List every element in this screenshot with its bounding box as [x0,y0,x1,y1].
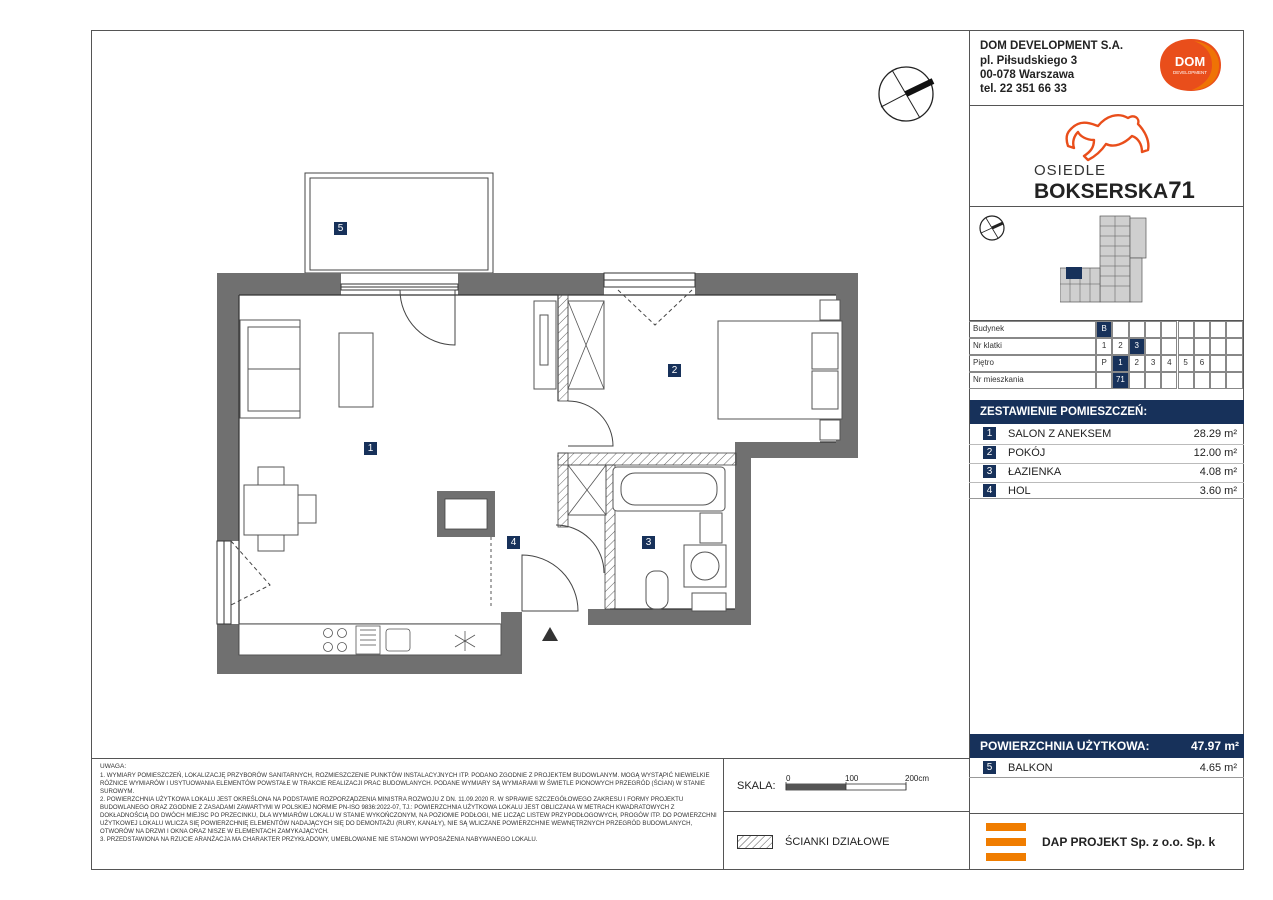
info-cell: 1 [1096,338,1112,355]
project-name-word: BOKSERSKA [1034,180,1169,203]
project-name-main [1034,177,1195,205]
balcony-area: 4.65 m² [1199,762,1237,774]
room-row-line [969,482,1244,483]
notes-title: UWAGA: [100,763,127,770]
company-phone: tel. 22 351 66 33 [980,83,1067,95]
info-cell [1194,321,1210,338]
info-cell [1145,338,1161,355]
key-plan-building-icon [1060,212,1172,304]
info-cell [1226,355,1242,372]
room-number: 4 [983,484,996,497]
room-area: 28.29 m² [1193,428,1237,440]
scale-divider [723,811,969,812]
info-cell: 2 [1129,355,1145,372]
info-cell [1145,372,1161,389]
info-cell: 5 [1178,355,1194,372]
scale-tick-200: 200cm [905,774,930,783]
info-cell [1129,321,1145,338]
room-area: 4.08 m² [1199,466,1237,478]
dom-development-logo [1158,37,1223,93]
partition-wall-label: ŚCIANKI DZIAŁOWE [785,836,890,848]
total-area-label: POWIERZCHNIA UŻYTKOWA: [980,739,1150,753]
project-name-top: OSIEDLE [1034,162,1107,179]
info-row-label: Nr klatki [969,338,1096,355]
room-number: 2 [983,446,996,459]
footer-divider [91,758,970,759]
info-cell [1210,355,1226,372]
sidebar-sep-1 [969,105,1244,106]
info-cell [1161,372,1177,389]
info-cell [1161,321,1177,338]
plan-label-balcony: 5 [334,222,347,235]
sidebar-sep-4 [969,813,1244,814]
svg-text:DOM: DOM [1174,54,1206,69]
entrance-arrow [542,627,558,641]
info-cell: 71 [1112,372,1128,389]
plan-label-bathroom: 3 [642,536,655,549]
info-row-label: Budynek [969,321,1096,338]
info-cell [1194,338,1210,355]
room-area: 3.60 m² [1199,485,1237,497]
room-name: POKÓJ [1008,447,1046,459]
key-plan-compass-icon [978,214,1006,242]
dap-projekt-logo [986,823,1026,861]
room-name: HOL [1008,485,1031,497]
room-number: 3 [983,465,996,478]
info-cell [1178,338,1194,355]
info-cell [1210,338,1226,355]
note-item: 1. WYMIARY POMIESZCZEŃ, LOKALIZACJĘ PRZYBORÓW SANITARNYCH, ROZMIESZCZENIE PUNKTÓW INSTALACYJNYCH ITP. PODANO ZGODNIE Z PROJEKTEM BUDOWLANYM. MOGĄ WYSTĄPIĆ NIEWIELKIE RÓŻNICE WYMIARÓW I USYTUOWANIA ELEMENTÓW POWSTAŁE W TRAKCIE REALIZACJI PRAC BUDOWLANYCH. PODANE WYMIARY SĄ WYMIARAMI W ŚWIETLE PIONOWYCH PRZEGRÓD (ŚCIAN) W STANIE SUROWYM. [100,772,710,795]
room-name: SALON Z ANEKSEM [1008,428,1112,440]
floor-plan-drawing [200,165,880,685]
room-name: ŁAZIENKA [1008,466,1062,478]
scale-label: SKALA: [737,780,776,792]
floor-plan [200,165,880,685]
info-cell [1194,372,1210,389]
room-number: 1 [983,427,996,440]
compass-icon [876,64,936,124]
dap-logo-bar [986,853,1026,861]
rooms-table-bottom [969,498,1244,499]
project-name-number: 71 [1168,177,1195,204]
plan-label-bedroom: 2 [668,364,681,377]
notes-divider [723,758,724,870]
total-area-value: 47.97 m² [1190,739,1239,753]
info-cell: 1 [1112,355,1128,372]
info-cell [1178,372,1194,389]
plan-label-living: 1 [364,442,377,455]
furniture [239,300,842,655]
company-name: DOM DEVELOPMENT S.A. [980,40,1124,52]
info-cell [1178,321,1194,338]
plan-label-hall: 4 [507,536,520,549]
info-cell: 3 [1129,338,1145,355]
info-cell [1145,321,1161,338]
room-row-line [969,463,1244,464]
room-row-line [969,444,1244,445]
notes-list [100,772,717,844]
balcony-number: 5 [983,761,996,774]
rooms-header: ZESTAWIENIE POMIESZCZEŃ: [980,406,1148,418]
info-cell: 2 [1112,338,1128,355]
room-area: 12.00 m² [1193,447,1237,459]
balcony-name: BALKON [1008,762,1053,774]
dap-logo-bar [986,838,1026,846]
info-cell [1096,372,1112,389]
info-cell: B [1096,321,1112,338]
info-row-label: Nr mieszkania [969,372,1096,389]
architect-name: DAP PROJEKT Sp. z o.o. Sp. k [1042,835,1216,849]
info-cell: 4 [1161,355,1177,372]
info-cell [1210,372,1226,389]
sidebar-sep-2 [969,206,1244,207]
note-item: 3. PRZEDSTAWIONA NA RZUCIE ARANŻACJA MA CHARAKTER PRZYKŁADOWY, UMEBLOWANIE NIE STANOWI WYPOSAŻENIA NABYWANEGO LOKALU. [100,836,538,843]
dap-logo-bar [986,823,1026,831]
balcony-row-line [969,777,1244,778]
partition-wall-swatch [737,835,773,849]
info-cell: 6 [1194,355,1210,372]
info-cell [1161,338,1177,355]
info-table [969,321,1244,389]
info-cell [1226,372,1242,389]
company-address-1: pl. Piłsudskiego 3 [980,55,1078,67]
info-cell: P [1096,355,1112,372]
note-item: 2. POWIERZCHNIA UŻYTKOWA LOKALU JEST OKREŚLONA NA PODSTAWIE ROZPORZĄDZENIA MINISTRA ROZWOJU Z DN. 11.09.2020 R. W SPRAWIE SZCZEGÓŁOWEGO ZAKRESU I FORMY PROJEKTU BUDOWLANEGO ORAZ ZGODNIE Z ZASADAMI ZAWARTYMI W POLSKIEJ NORMIE PN-ISO 9836:2022-07, TJ.: POWIERZCHNIA UŻYTKOWA LOKALU JEST OBLICZANA W METRACH KWADRATOWYCH Z DOKŁADNOŚCIĄ DO DWÓCH MIEJSC PO PRZECINKU, DLA WYMIARÓW LOKALU W STANIE WYKOŃCZONYM, NA POZIOMIE PODŁOGI, NIE LICZĄC LISTEW PRZYPODŁOGOWYCH, PROGÓW ITP. DO POWIERZCHNI UŻYTKOWEJ LOKALU WLICZA SIĘ POWIERZCHNIĘ ELEMENTÓW NADAJĄCYCH SIĘ DO DEMONTAŻU (RURY, KANAŁY), NIE SĄ WLICZANE POWIERZCHNIE WEWNĘTRZNYCH PRZEGRÓD BUDOWLANYCH, OTWORÓW NA DRZWI I OKNA ORAZ NISZE W ELEMENTACH ZAMYKAJĄCYCH. [100,796,717,835]
scale-tick-0: 0 [786,774,791,783]
info-cell [1129,372,1145,389]
info-cell [1210,321,1226,338]
info-cell [1226,338,1242,355]
horse-logo-icon [1062,110,1162,166]
scale-tick-100: 100 [845,774,859,783]
info-cell [1226,321,1242,338]
svg-text:DEVELOPMENT: DEVELOPMENT [1172,70,1208,75]
company-address-2: 00-078 Warszawa [980,69,1075,81]
info-cell: 3 [1145,355,1161,372]
info-row-label: Piętro [969,355,1096,372]
info-cell [1112,321,1128,338]
